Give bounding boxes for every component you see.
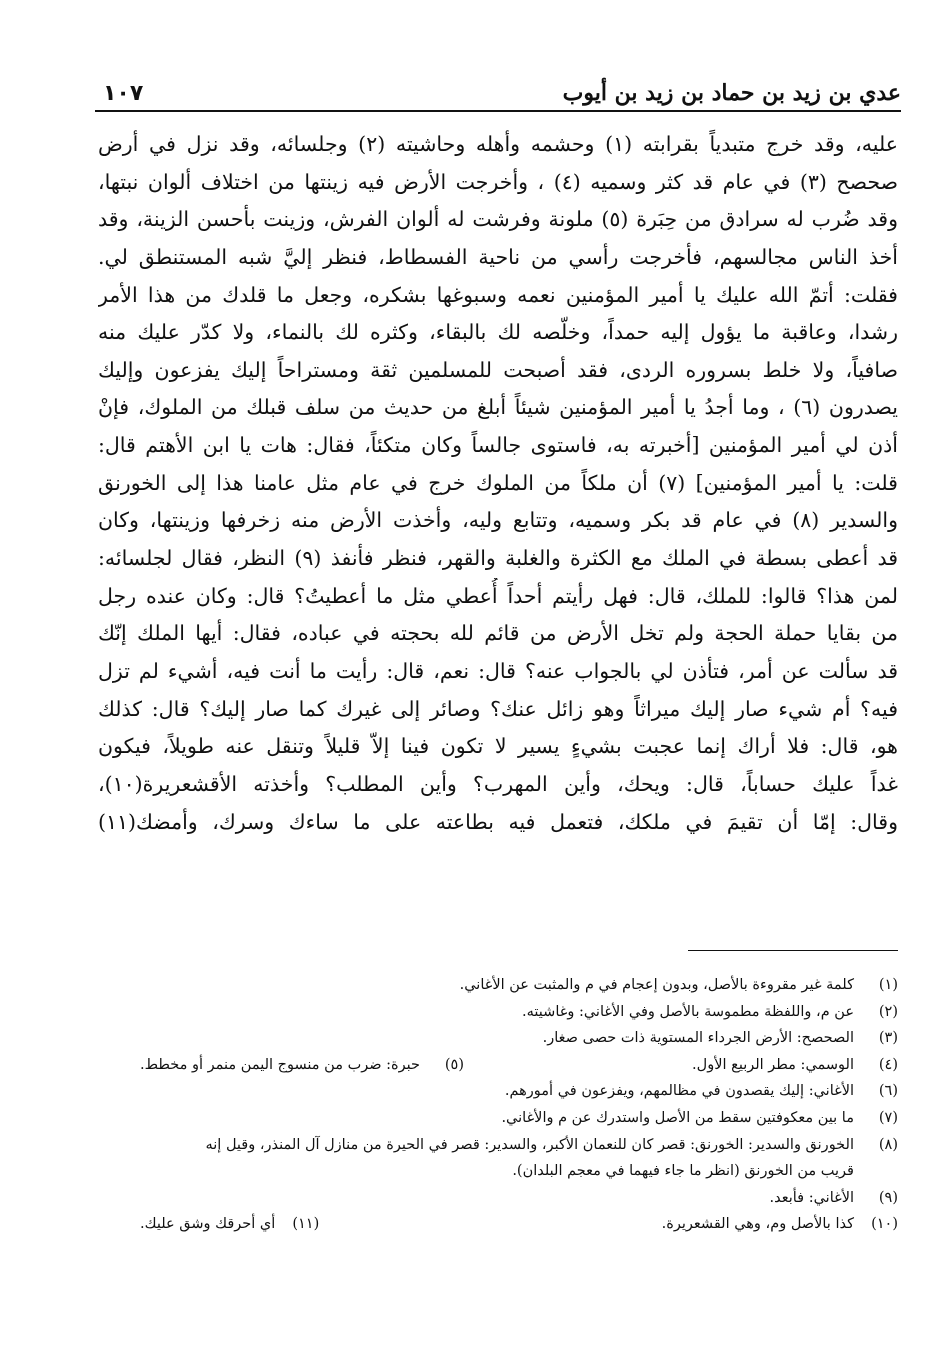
- footnote: [662, 1211, 898, 1238]
- footnote: [692, 1052, 898, 1079]
- footnote-pair: [140, 1052, 898, 1079]
- footnote-text: أي أحرقك وشق عليك.: [140, 1216, 276, 1233]
- footnote-number: (١): [878, 977, 898, 993]
- footnote: [140, 1211, 319, 1238]
- footnote-separator: [688, 950, 898, 951]
- footnotes: [140, 972, 898, 1238]
- text-line: قد أعطى بسطة في الملك مع الكثرة والغلبة والقهر، فنظر فأنفذ (٩) النظر، فقال لجلسائه:: [98, 546, 898, 571]
- text-line: قد سألت عن أمر، فتأذن لي بالجواب عنه؟ قال: نعم، قال: رأيت ما أنت فيه، أشيء لم تزل: [98, 658, 898, 683]
- footnote-text: الأغاني: فأبعد.: [769, 1189, 854, 1206]
- text-line: والسدير (٨) في عام قد بكر وسميه، وتتابع وليه، وأخذت الأرض منه زخرفها وزينتها، وكان: [98, 508, 898, 533]
- footnote-continuation: قريب من الخورنق (انظر ما جاء فيهما في معجم البلدان).: [512, 1163, 854, 1180]
- footnote-text: عن م، واللفظة مطموسة بالأصل وفي الأغاني: وغاشيته.: [522, 1003, 854, 1020]
- footnote-number: (٩): [878, 1189, 898, 1206]
- footnote-number: (٣): [878, 1030, 898, 1047]
- footnote-text: كلمة غير مقروءة بالأصل، وبدون إعجام في م والمثبت عن الأغاني.: [459, 977, 854, 993]
- footnote: [140, 1078, 898, 1105]
- text-line: غداً عليك حساباً، قال: ويحك، وأين المهرب؟ وأين المطلب؟ وأخذته الأقشعريرة(١٠)،: [98, 771, 898, 796]
- footnote-number: (٧): [878, 1109, 898, 1126]
- footnote-number: (١١): [292, 1216, 320, 1233]
- text-line: قلت: يا أمير المؤمنين] (٧) أن ملكاً من الملوك خرج في عام مثل عامنا هذا إلى الخورنق: [98, 470, 898, 495]
- text-line: وقال: إمّا أن تقيمَ في ملكك، فتعمل فيه بطاعته على ما ساءك وسرك، وأمضك(١١): [98, 809, 898, 834]
- text-line: أذن لي أمير المؤمنين [أخبرته به، فاستوى جالساً وكان متكئاً، فقال: هات يا ابن الأهتم قال:: [98, 433, 898, 458]
- footnote-text: الخورنق والسدير: الخورنق: قصر كان للنعمان الأكبر، والسدير: قصر في الحيرة من منازل آل المنذر، وقيل إنه: [205, 1136, 854, 1153]
- text-line: هو، قال: فلا أراك إنما عجبت بشيءٍ يسير لا تكون فينا إلاّ قليلاً وتنقل عنه طويلاً، فيكون: [98, 734, 898, 759]
- footnote-pair: [140, 1211, 898, 1238]
- text-line: رشدا، وعاقبة ما يؤول إليه حمداً، وخلّصه لك بالبقاء، وكثره لك بالنماء، ولا كدّر عليك منه: [98, 320, 898, 345]
- footnote: [140, 972, 898, 999]
- footnote-number: (٦): [878, 1083, 898, 1100]
- text-line: فيه؟ أم شيء صار إليك ميراثاً وهو زائل عنك؟ وصائر إلى غيرك كما صار إليك؟ قال: كذلك: [98, 696, 898, 721]
- text-line: صافياً، ولا خلط بسروره الردى، فقد أصبحت للمسلمين ثقة ومستراحاً إليك يفزعون وإليك: [98, 357, 898, 382]
- footnote-text: كذا بالأصل وم، وهي القشعريرة.: [661, 1216, 854, 1233]
- text-line: وقد ضُرب له سرادق من حِبَرة (٥) ملونة وفرشت له ألوان الفرش، وزينت بأحسن الزينة، وقد: [98, 207, 898, 232]
- footnote-text: ما بين معكوفتين سقط من الأصل واستدرك عن م والأغاني.: [501, 1109, 854, 1126]
- footnote: [140, 1132, 898, 1159]
- running-title: عدي بن زيد بن حماد بن زيد بن أيوب: [562, 80, 901, 106]
- footnote: [140, 1052, 464, 1079]
- footnote-number: (٨): [878, 1136, 898, 1153]
- footnote: [140, 1105, 898, 1132]
- text-line: فقلت: أتمّ الله عليك يا أمير المؤمنين نعمه وسبوغها بشكره، وجعل ما قلدك من هذا الأمر: [98, 282, 898, 307]
- page-number: ١٠٧: [103, 81, 144, 106]
- text-line: صحصح (٣) في عام قد كثر وسميه (٤) ، وأخرجت الأرض فيه زينتها من اختلاف ألوان نبتها،: [98, 169, 898, 194]
- page-header: [95, 72, 901, 112]
- text-line: أخذ الناس مجالسهم، فأخرجت رأسي من ناحية الفسطاط، فنظر إليَّ شبه المستنطق لي.: [98, 244, 898, 269]
- footnote-number: (٥): [444, 1056, 464, 1073]
- footnote: [140, 1025, 898, 1052]
- footnote: [140, 999, 898, 1026]
- footnote-text: الأغاني: إليك يقصدون في مظالمهم، ويفزعون في أمورهم.: [504, 1083, 854, 1100]
- main-text: [98, 126, 898, 841]
- text-line: من بقايا حملة الحجة ولم تخل الأرض من قائم لله بحجته في عباده، فقال: أيها الملك إنّك: [98, 621, 898, 646]
- footnote-number: (٤): [878, 1056, 898, 1073]
- footnote-text: حبرة: ضرب من منسوج اليمن منمر أو مخطط.: [140, 1056, 420, 1073]
- text-line: يصدرون (٦) ، وما أجدُ يا أمير المؤمنين شيئاً أبلغ من حديث من سلف قبلك من الملوك، فإنْ: [98, 395, 898, 420]
- footnote-number: (١٠): [871, 1216, 898, 1233]
- footnote: [140, 1185, 898, 1212]
- text-line: لمن هذا؟ قالوا: للملك، قال: فهل رأيتم أحداً أُعطي مثل ما أعطيتُ؟ قال: وكان عنده رجل: [98, 583, 898, 608]
- footnote-text: الصحصح: الأرض الجرداء المستوية ذات حصى صغار.: [542, 1030, 854, 1047]
- footnote-number: (٢): [878, 1003, 898, 1020]
- footnote-text: الوسمي: مطر الربيع الأول.: [692, 1056, 854, 1073]
- text-line: عليه، وقد خرج متبدياً بقرابته (١) وحشمه وأهله وحاشيته (٢) وجلسائه، وقد نزل في أرض: [98, 132, 898, 156]
